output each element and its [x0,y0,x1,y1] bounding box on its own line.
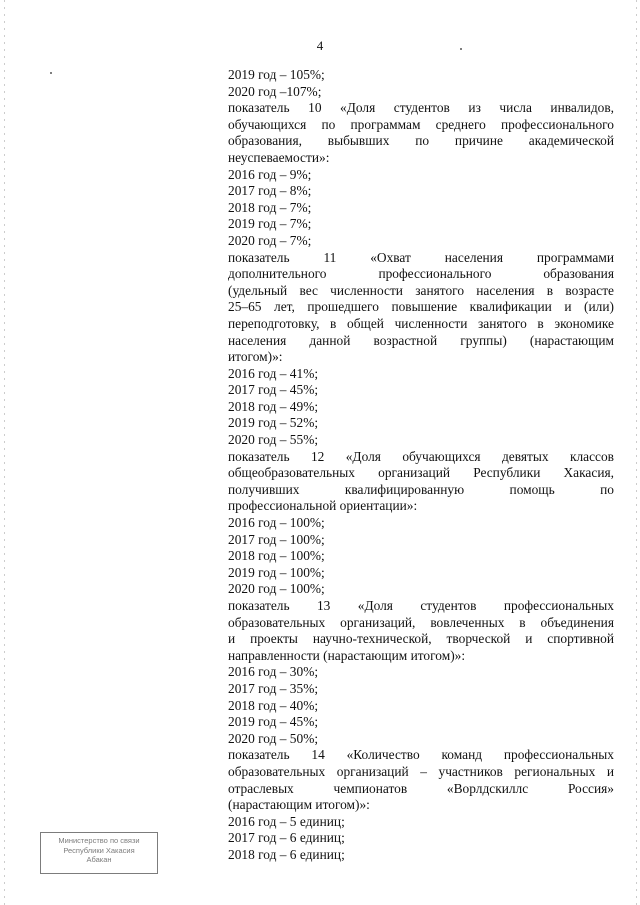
text-line: образовательных организаций – участников региональных и [228,763,614,779]
scan-edge-right [636,0,637,905]
text-line: и проекты научно-технической, творческой и спортивной [228,631,614,647]
text-line: 2017 год – 45%; [228,382,319,398]
text-line: неуспеваемости»: [228,149,330,165]
text-line: 2019 год – 52%; [228,415,319,431]
text-line: 2020 год – 100%; [228,581,325,597]
text-line: 2017 год – 8%; [228,183,312,199]
text-line: (удельный вес численности занятого населения в возрасте [228,282,614,298]
registration-stamp [40,832,158,874]
text-line: 2019 год – 7%; [228,216,312,232]
text-line: профессиональной ориентации»: [228,498,418,514]
text-line: обучающихся по программам среднего профессионального [228,116,614,132]
text-line: образовательных организаций, вовлеченных в объединения [228,614,614,630]
text-line: образования, выбывших по причине академической [228,133,614,149]
stamp-line: Министерство по связи [58,836,140,845]
text-line: 2016 год – 100%; [228,515,325,531]
text-line: 2020 год – 55%; [228,432,319,448]
text-line: 2016 год – 9%; [228,166,312,182]
stamp-line: Абакан [86,855,112,864]
text-line: 2018 год – 40%; [228,697,319,713]
text-line: населения данной возрастной группы) (нарастающим [228,332,614,348]
text-line: итогом)»: [228,349,283,365]
text-line: 2019 год – 100%; [228,564,325,580]
text-line: показатель 11 «Охват населения программами [228,249,614,265]
text-line: общеобразовательных организаций Республики Хакасия, [228,465,614,481]
text-line: 2016 год – 5 единиц; [228,813,345,829]
stamp-line: Республики Хакасия [63,845,135,855]
text-line: 2018 год – 100%; [228,548,325,564]
text-line: 2020 год – 7%; [228,232,312,248]
page-number: 4 [316,38,324,53]
scan-speck [50,72,52,74]
text-line: 25–65 лет, прошедшего повышение квалификации и (или) [228,299,614,315]
text-line: получивших квалифицированную помощь по [228,481,614,497]
text-line: дополнительного профессионального образования [228,266,614,282]
text-line: отраслевых чемпионатов «Ворлдскиллс Россия» [228,780,614,796]
text-line: (нарастающим итогом)»: [228,797,370,813]
text-line: 2017 год – 35%; [228,680,319,696]
text-line: показатель 12 «Доля обучающихся девятых классов [228,448,614,464]
scan-edge-left [4,0,5,905]
text-line: 2019 год – 45%; [228,714,319,730]
text-line: 2016 год – 30%; [228,664,319,680]
text-line: показатель 14 «Количество команд профессиональных [228,747,614,763]
text-line: 2020 год – 50%; [228,730,319,746]
text-line: направленности (нарастающим итогом)»: [228,647,466,663]
text-line: 2019 год – 105%; [228,67,325,82]
text-line: 2016 год – 41%; [228,365,319,381]
text-line: переподготовку, в общей численности занятого в экономике [228,315,614,331]
text-line: показатель 13 «Доля студентов профессиональных [228,598,614,613]
text-line: 2018 год – 49%; [228,398,319,414]
text-line: 2018 год – 6 единиц; [228,846,345,862]
text-line: 2017 год – 6 единиц; [228,830,345,846]
text-line: показатель 10 «Доля студентов из числа инвалидов, [228,100,614,116]
text-line: 2020 год –107%; [228,83,322,99]
text-line: 2017 год – 100%; [228,531,325,547]
text-line: 2018 год – 7%; [228,199,312,215]
document-body [228,67,614,864]
